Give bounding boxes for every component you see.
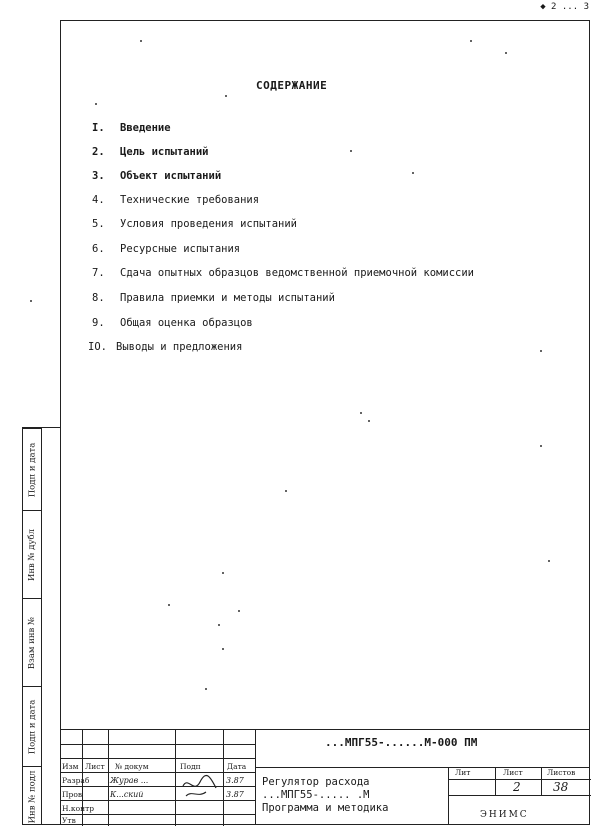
header-label-change: Изм: [62, 762, 79, 771]
doc-name-line: ...МПГ55-..... .М: [262, 789, 370, 801]
header-label-date: Дата: [227, 762, 247, 771]
toc-item: [92, 146, 209, 158]
scan-speck: [218, 624, 220, 626]
scan-speck: [412, 172, 414, 174]
scan-speck: [285, 490, 287, 492]
document-frame: [60, 20, 590, 825]
organization-name: ЭНИМС: [480, 810, 529, 820]
meta-label-sheet: Лист: [503, 768, 523, 777]
toc-item-number: 5.: [92, 218, 105, 230]
scan-speck: [225, 95, 227, 97]
row-label-checker: Пров: [62, 790, 83, 799]
row-label-norm-control: Н.контр: [62, 804, 95, 813]
scan-speck: [222, 572, 224, 574]
toc-item-text: Введение: [120, 122, 171, 134]
toc-item-text: Объект испытаний: [120, 170, 222, 182]
scan-speck: [95, 103, 97, 105]
meta-label-letter: Лит: [455, 768, 471, 777]
toc-item: [92, 170, 221, 182]
toc-item-text: Ресурсные испытания: [120, 243, 241, 255]
toc-item-text: Общая оценка образцов: [120, 317, 253, 329]
toc-item-text: Технические требования: [120, 194, 260, 206]
doc-name-line: Регулятор расхода: [262, 776, 370, 788]
strip-cell-dup-inv: [23, 510, 41, 599]
row-label-approved: Утв: [62, 816, 76, 825]
page-title: СОДЕРЖАНИЕ: [256, 79, 328, 92]
page-corner-mark: ◆ 2 ... 3: [540, 2, 589, 12]
toc-item: [92, 122, 171, 134]
toc-item-number: 6.: [92, 243, 105, 255]
document-name: [262, 776, 388, 815]
scan-speck: [540, 445, 542, 447]
scan-speck: [30, 300, 32, 302]
toc-item: [92, 292, 335, 304]
signature-date-checker: 3.87: [226, 790, 244, 799]
toc-item: [92, 317, 253, 329]
header-label-signature: Подп: [180, 762, 201, 771]
strip-label: Инв № дубл: [27, 528, 37, 582]
sheets-total: 38: [553, 780, 569, 794]
handwritten-signature: [180, 772, 220, 800]
strip-label: Взам инв №: [27, 616, 37, 670]
toc-item-number: 4.: [92, 194, 105, 206]
toc-item: [88, 341, 242, 353]
document-code: ...МПГ55-......М-000 ПМ: [325, 736, 478, 749]
sheet-number: 2: [513, 780, 521, 794]
toc-item: [92, 194, 259, 206]
toc-item-text: Выводы и предложения: [116, 341, 243, 353]
strip-cell-orig-inv: [23, 766, 41, 827]
scan-speck: [360, 412, 362, 414]
scan-speck: [368, 420, 370, 422]
scan-speck: [505, 52, 507, 54]
signature-date-developer: 3.87: [226, 776, 244, 785]
strip-cell-signature-date-1: [23, 428, 41, 511]
scan-speck: [350, 150, 352, 152]
toc-item-number: 9.: [92, 317, 105, 329]
row-label-developer: Разраб: [62, 776, 90, 785]
scan-speck: [548, 560, 550, 562]
toc-item-number: I.: [92, 122, 105, 134]
toc-item-text: Условия проведения испытаний: [120, 218, 298, 230]
doc-name-line: Программа и методика: [262, 802, 389, 814]
side-stamp-strip: [22, 427, 60, 825]
strip-label: Подп и дата: [27, 699, 38, 755]
header-label-sheet: Лист: [85, 762, 105, 771]
header-label-doc-number: № докум: [115, 762, 149, 771]
strip-label: Подп и дата: [27, 442, 38, 498]
toc-item: [92, 267, 474, 279]
title-block-divider: [255, 729, 256, 825]
toc-item: [92, 218, 297, 230]
toc-item-text: Сдача опытных образцов ведомственной приемочной комиссии: [120, 267, 475, 279]
toc-item-number: IO.: [88, 341, 107, 353]
scan-speck: [238, 610, 240, 612]
scan-speck: [140, 40, 142, 42]
scan-speck: [168, 604, 170, 606]
toc-item: [92, 243, 240, 255]
strip-label: Инв № подл: [27, 770, 38, 824]
toc-item-number: 2.: [92, 146, 105, 158]
toc-item-number: 3.: [92, 170, 105, 182]
strip-cell-replace-inv: [23, 598, 41, 687]
meta-label-sheets: Листов: [547, 768, 576, 777]
scan-speck: [470, 40, 472, 42]
scan-speck: [205, 688, 207, 690]
scan-speck: [222, 648, 224, 650]
toc-item-text: Цель испытаний: [120, 146, 209, 158]
strip-divider: [41, 428, 42, 824]
signature-name-developer: Журав ...: [110, 776, 149, 785]
toc-item-number: 7.: [92, 267, 105, 279]
scan-speck: [540, 350, 542, 352]
signature-name-checker: К...ский: [110, 790, 144, 799]
strip-cell-signature-date-2: [23, 686, 41, 767]
toc-item-number: 8.: [92, 292, 105, 304]
toc-item-text: Правила приемки и методы испытаний: [120, 292, 335, 304]
